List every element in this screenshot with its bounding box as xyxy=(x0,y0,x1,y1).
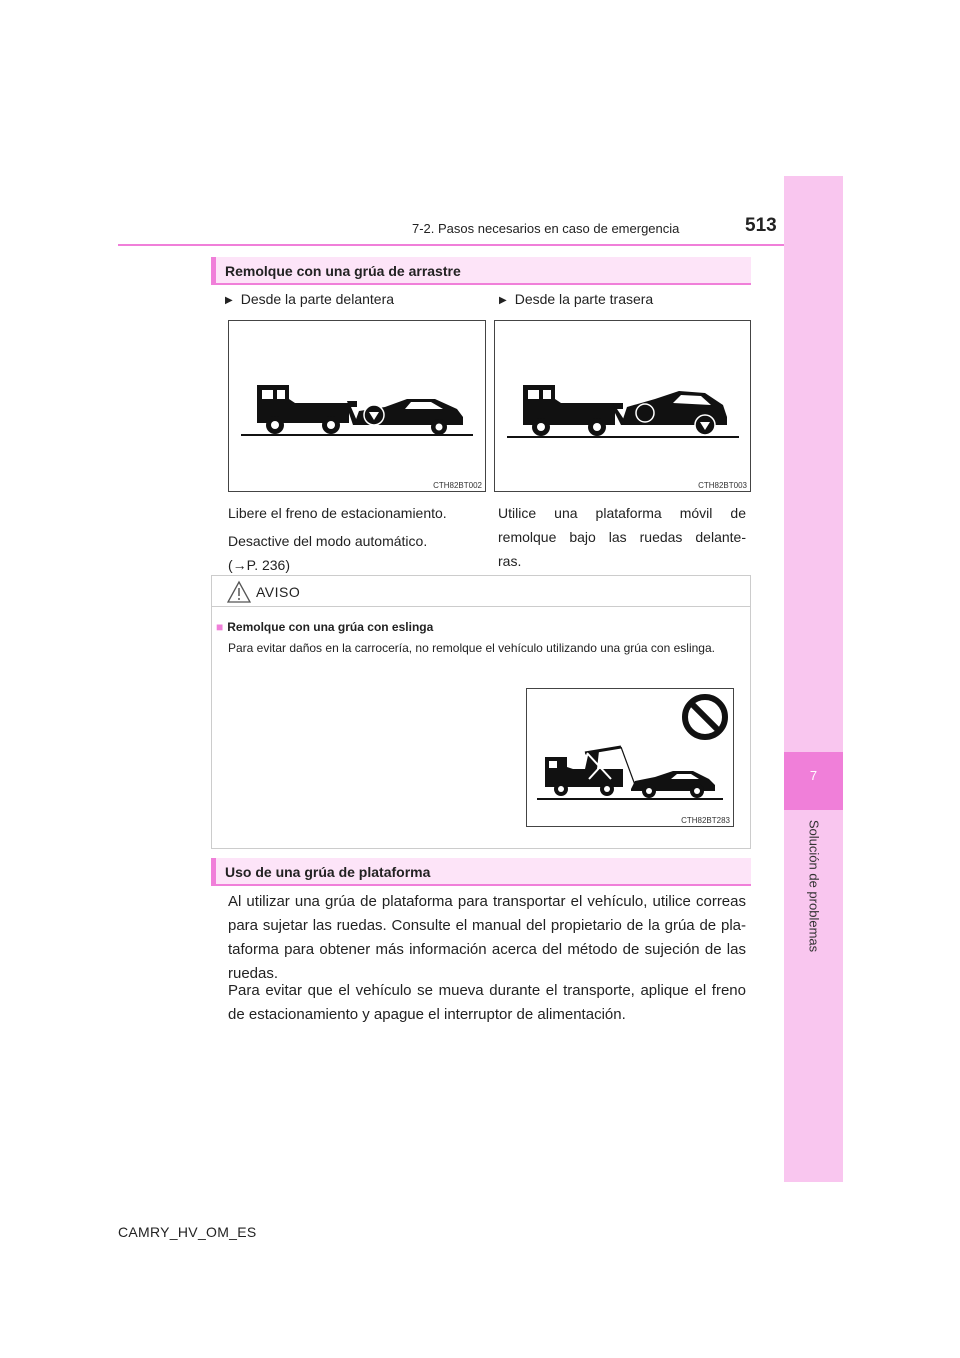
header-rule xyxy=(118,244,784,246)
subheading-front-text: Desde la parte delantera xyxy=(240,291,395,307)
front-line-1: Libere el freno de estacionamiento. xyxy=(228,505,447,521)
sling-tow-illustration xyxy=(527,689,733,826)
warning-triangle-icon xyxy=(226,580,252,604)
aviso-warning-box xyxy=(211,575,751,849)
square-bullet-icon: ■ xyxy=(216,620,224,634)
rear-line-3: ras. xyxy=(498,553,522,569)
p2-line-2: de estacionamiento y apague el interruptor de alimentación. xyxy=(228,1006,626,1023)
triangle-right-icon: ▶ xyxy=(225,295,233,306)
running-header: 7-2. Pasos necesarios en caso de emergencia xyxy=(412,221,680,236)
section-title: Uso de una grúa de plataforma xyxy=(225,864,431,880)
front-instructions xyxy=(228,501,486,577)
p1-line-2: para sujetar las ruedas. Consulte el manual del propietario de la grúa de pla- xyxy=(228,917,746,934)
tow-truck-front-illustration xyxy=(229,321,485,491)
p1-line-3: taforma para obtener más información acerca del método de sujeción de las xyxy=(228,941,746,958)
rear-line-1: Utilice una plataforma móvil de xyxy=(498,505,746,521)
subheading-rear xyxy=(499,291,653,307)
chapter-number-tab xyxy=(784,752,843,810)
aviso-title: AVISO xyxy=(256,584,301,600)
figure-code: CTH82BT002 xyxy=(433,481,482,490)
section-title: Remolque con una grúa de arrastre xyxy=(225,263,461,279)
subheading-rear-text: Desde la parte trasera xyxy=(514,291,654,307)
triangle-right-icon: ▶ xyxy=(499,295,507,306)
section-heading-flatbed xyxy=(211,858,751,886)
figure-code: CTH82BT283 xyxy=(681,816,730,825)
figure-tow-from-rear xyxy=(494,320,751,492)
figure-sling-tow-prohibited xyxy=(526,688,734,827)
chapter-side-tab xyxy=(784,176,843,1182)
p1-line-1: Al utilizar una grúa de plataforma para transportar el vehículo, utilice correas xyxy=(228,893,746,910)
aviso-item-title-text: Remolque con una grúa con eslinga xyxy=(227,620,434,634)
chapter-number: 7 xyxy=(809,768,818,783)
aviso-item-heading xyxy=(216,620,433,634)
section-heading-tow-truck xyxy=(211,257,751,285)
flatbed-paragraph-2 xyxy=(228,979,746,1027)
p1-line-4: ruedas. xyxy=(228,965,279,982)
tow-truck-rear-illustration xyxy=(495,321,750,491)
p2-line-1: Para evitar que el vehículo se mueva durante el transporte, aplique el freno xyxy=(228,982,746,999)
rear-instructions xyxy=(498,501,746,573)
document-code: CAMRY_HV_OM_ES xyxy=(118,1224,257,1240)
front-line-3: (→P. 236) xyxy=(228,557,290,573)
figure-tow-from-front xyxy=(228,320,486,492)
front-line-2: Desactive del modo automático. xyxy=(228,533,428,549)
aviso-header xyxy=(212,576,750,607)
flatbed-paragraph-1 xyxy=(228,890,746,986)
prohibition-icon xyxy=(685,697,725,737)
page-number: 513 xyxy=(745,215,777,236)
figure-code: CTH82BT003 xyxy=(698,481,747,490)
rear-line-2: remolque bajo las ruedas delante- xyxy=(498,529,746,545)
chapter-label-wrap xyxy=(804,816,824,956)
subheading-front xyxy=(225,291,394,307)
aviso-item-text: Para evitar daños en la carrocería, no remolque el vehículo utilizando una grúa con eslinga. xyxy=(228,641,715,655)
chapter-label: Solución de problemas xyxy=(806,819,822,953)
